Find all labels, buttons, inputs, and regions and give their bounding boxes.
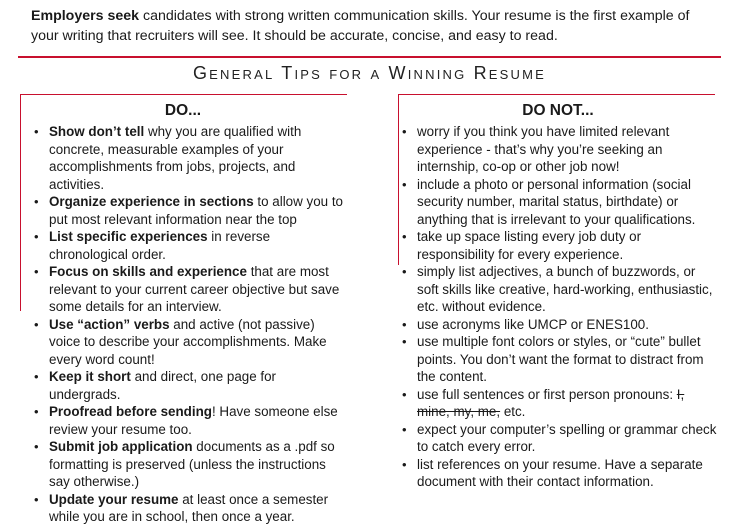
- do-item-bold: Focus on skills and experience: [49, 264, 247, 279]
- do-item: [32, 316, 346, 369]
- do-item: [32, 193, 346, 228]
- do-item-text: at least once a semester while you are in school, then once a year.: [49, 491, 329, 524]
- dont-list: [400, 123, 718, 491]
- do-item-bold: Submit job application: [49, 439, 193, 454]
- do-item-text: ! Have someone else review your resume too.: [49, 404, 338, 437]
- do-list: [32, 123, 346, 526]
- do-item: [32, 438, 346, 491]
- do-item-bold: Show don’t tell: [49, 124, 145, 139]
- dont-item-after: etc.: [500, 404, 526, 419]
- do-title: DO...: [164, 102, 202, 119]
- do-item: [32, 123, 346, 193]
- dont-title: DO NOT...: [522, 102, 594, 119]
- dont-item: • include a photo or personal information (social security number, marital status, birthdate) or anything that is irrelevant to your qualifications.: [400, 176, 718, 229]
- dont-item: • worry if you think you have limited relevant experience - that’s why you’re seeking an internship, co-op or other job now!: [400, 123, 718, 176]
- dont-item-text: use full sentences or first person pronouns:: [417, 386, 677, 402]
- intro-bold: Employers seek: [31, 8, 140, 24]
- do-item-text: and direct, one page for undergrads.: [49, 369, 277, 402]
- do-item-bold: Proofread before sending: [49, 404, 212, 419]
- do-item-text: documents as a .pdf so formatting is preserved (unless the instructions say otherwise.): [49, 439, 335, 489]
- do-item: [32, 403, 346, 438]
- dont-item: • expect your computer’s spelling or grammar check to catch every error.: [400, 421, 718, 456]
- dont-column: [398, 94, 718, 491]
- dont-item: • take up space listing every job duty or responsibility for every experience.: [400, 228, 718, 263]
- section-heading: General Tips for a Winning Resume: [192, 63, 547, 83]
- do-item-text: why you are qualified with concrete, measurable examples of your accomplishments from jobs, projects, and activities.: [49, 124, 302, 192]
- dont-item: [400, 386, 718, 421]
- divider-rule: [18, 56, 721, 58]
- do-item: [32, 228, 346, 263]
- do-item-bold: Organize experience in sections: [49, 194, 254, 209]
- do-item-text: and active (not passive) voice to describe your accomplishments. Make every word count!: [49, 316, 327, 367]
- do-item-text: in reverse chronological order.: [49, 229, 271, 262]
- dont-item: • list references on your resume. Have a separate document with their contact information.: [400, 456, 718, 491]
- do-item: [32, 491, 346, 526]
- do-item: [32, 368, 346, 403]
- dont-item: • simply list adjectives, a bunch of buzzwords, or soft skills like creative, hard-working, enthusiastic, etc. without evidence.: [400, 263, 718, 316]
- do-item-bold: Use “action” verbs: [49, 316, 170, 332]
- do-item-bold: List specific experiences: [49, 229, 208, 244]
- do-item-text: to allow you to put most relevant information near the top: [49, 194, 343, 227]
- do-column: [20, 94, 346, 526]
- struck-pronouns: I, mine, my, me,: [417, 386, 685, 419]
- do-item: [32, 263, 346, 316]
- do-item-text: that are most relevant to your current career objective but save some details for an interview.: [49, 264, 340, 314]
- intro-text: candidates with strong written communication skills. Your resume is the first example of your writing that recruiters will see. It should be accurate, concise, and easy to read.: [31, 8, 690, 44]
- do-item-bold: Keep it short: [49, 369, 131, 384]
- dont-item: • use acronyms like UMCP or ENES100.: [400, 316, 718, 334]
- do-item-bold: Update your resume: [49, 491, 179, 507]
- intro-paragraph: [31, 6, 711, 46]
- dont-item: • use multiple font colors or styles, or “cute” bullet points. You don’t want the format to distract from the content.: [400, 333, 718, 386]
